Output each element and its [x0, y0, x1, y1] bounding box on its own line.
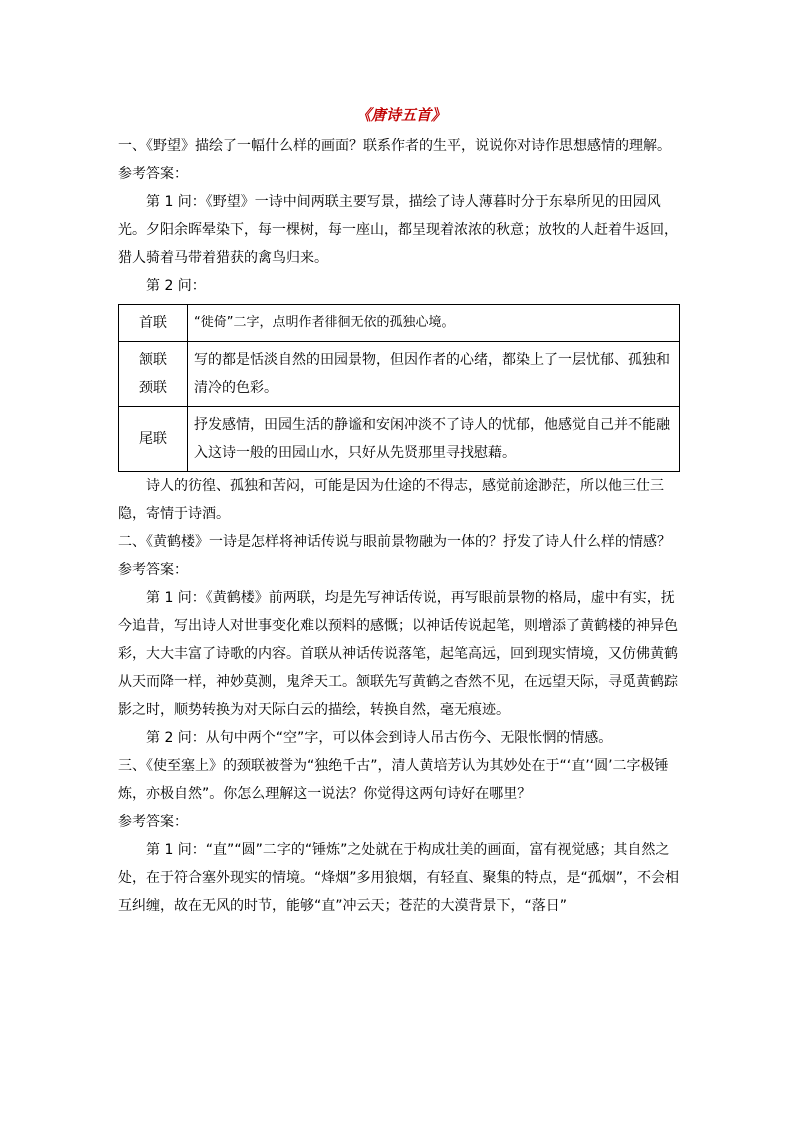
question-2: 二、《黄鹤楼》一诗是怎样将神话传说与眼前景物融为一体的？抒发了诗人什么样的情感？	[118, 534, 671, 550]
question-3: 三、《使至塞上》的颈联被誉为“独绝千古”，清人黄培芳认为其妙处在于“‘直’‘圆’二字极锤炼，亦极自然”。你怎么理解这一说法？你觉得这两句诗好在哪里？	[118, 758, 669, 802]
answer-1-part-1: 第 1 问：《野望》一诗中间两联主要写景，描绘了诗人薄暮时分于东皋所见的田园风光。夕阳余晖晕染下，每一棵树，每一座山，都呈现着浓浓的秋意；放牧的人赶着牛返回，猎人骑着马带着猎获的禽鸟归来。	[118, 194, 678, 266]
answer-2-part-2: 第 2 问：从句中两个“空”字，可以体会到诗人吊古伤今、无限怅惘的情感。	[146, 730, 613, 746]
table-text-cell: 写的都是恬淡自然的田园景物，但因作者的心绪，都染上了一层忧郁、孤独和清冷的色彩。	[188, 342, 680, 407]
analysis-table	[118, 304, 680, 472]
answer-label-3: 参考答案：	[118, 814, 188, 830]
table-head-cell: 首联	[119, 305, 188, 342]
page-title: 《唐诗五首》	[355, 106, 446, 124]
answer-label-2: 参考答案：	[118, 562, 188, 578]
table-head-line: 颈联	[139, 380, 167, 396]
answer-1-part-2-label: 第 2 问：	[146, 278, 206, 294]
table-head-cell: 尾联	[119, 407, 188, 472]
table-row	[119, 342, 680, 407]
table-text-cell: “徙倚”二字，点明作者徘徊无依的孤独心境。	[188, 305, 680, 342]
question-1: 一、《野望》描绘了一幅什么样的画面？联系作者的生平，说说你对诗作思想感情的理解。	[118, 138, 671, 154]
table-row	[119, 407, 680, 472]
table-text-cell: 抒发感情，田园生活的静谧和安闲冲淡不了诗人的忧郁，他感觉自己并不能融入这诗一般的田园山水，只好从先贤那里寻找慰藉。	[188, 407, 680, 472]
table-row	[119, 305, 680, 342]
answer-2-part-1: 第 1 问：《黄鹤楼》前两联，均是先写神话传说，再写眼前景物的格局，虚中有实，抚今追昔，写出诗人对世事变化难以预料的感慨；以神话传说起笔，则增添了黄鹤楼的神异色彩，大大丰富了诗歌的内容。首联从神话传说落笔，起笔高远，回到现实情境，又仿佛黄鹤从天而降一样，神妙莫测，鬼斧天工。颔联先写黄鹤之杳然不见，在远望天际，寻觅黄鹤踪影之时，顺势转换为对天际白云的描绘，转换自然，毫无痕迹。	[118, 590, 678, 718]
table-head-cell	[119, 342, 188, 407]
answer-1-after-table: 诗人的彷徨、孤独和苦闷，可能是因为仕途的不得志，感觉前途渺茫，所以他三仕三隐，寄情于诗酒。	[118, 478, 664, 522]
answer-3-part-1: 第 1 问：“直”“圆”二字的“锤炼”之处就在于构成壮美的画面，富有视觉感；其自然之处，在于符合塞外现实的情境。“烽烟”多用狼烟，有轻直、聚集的特点，是“孤烟”，不会相互纠缠，故在无风的时节，能够“直”冲云天；苍茫的大漠背景下，“落日”	[118, 842, 680, 914]
table-head-line: 颔联	[139, 352, 167, 368]
document-page	[118, 100, 684, 920]
answer-label-1: 参考答案：	[118, 166, 188, 182]
